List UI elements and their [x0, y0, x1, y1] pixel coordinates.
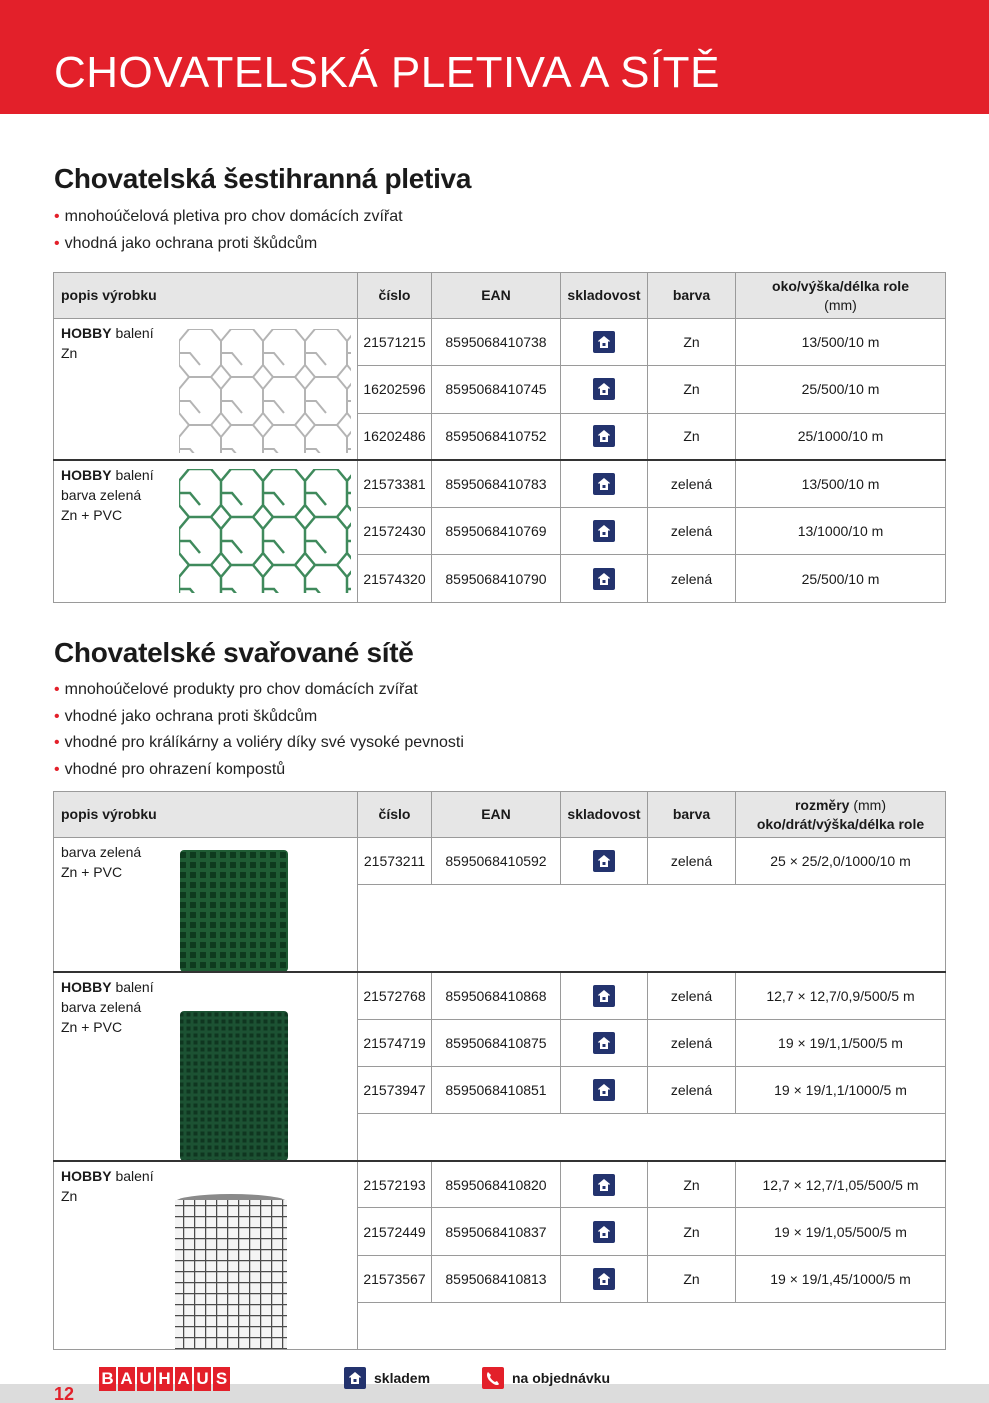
table-row: [54, 460, 946, 507]
bauhaus-logo: [99, 1367, 232, 1391]
cell-ean: 8595068410769: [432, 508, 561, 555]
col-header-number: číslo: [358, 273, 432, 319]
cell-number: 21573211: [358, 838, 432, 885]
cell-ean: 8595068410745: [432, 366, 561, 413]
house-icon: [593, 425, 615, 447]
col-header-dims: [736, 273, 946, 319]
legend-order-label: na objednávku: [512, 1370, 611, 1386]
welded-mesh-zinc-roll-image: [172, 1194, 290, 1350]
desc-bold: HOBBY: [61, 978, 112, 995]
desc-line: Zn + PVC: [61, 1018, 123, 1035]
cell-color: Zn: [648, 1161, 736, 1208]
desc-line: balení: [111, 1167, 154, 1184]
table-row: [54, 838, 946, 885]
cell-dims: 19 × 19/1,45/1000/5 m: [736, 1255, 946, 1302]
cell-stock: [561, 366, 648, 413]
cell-number: 21573567: [358, 1255, 432, 1302]
product-table-welded: [53, 791, 946, 1350]
cell-number: 21573381: [358, 460, 432, 507]
house-icon: [593, 985, 615, 1007]
desc-line: barva zelená: [61, 998, 142, 1015]
cell-dims: 25/500/10 m: [736, 366, 946, 413]
cell-color: zelená: [648, 838, 736, 885]
dims-label: oko/výška/délka role: [772, 277, 909, 294]
cell-dims: 25 × 25/2,0/1000/10 m: [736, 838, 946, 885]
bullet-item: • mnohoúčelová pletiva pro chov domácích zvířat: [54, 204, 403, 231]
house-icon: [344, 1367, 366, 1389]
logo-letter: U: [137, 1367, 154, 1391]
desc-line: barva zelená: [61, 844, 142, 860]
house-icon: [593, 1268, 615, 1290]
cell-stock: [561, 1255, 648, 1302]
desc-line: barva zelená: [61, 487, 142, 504]
cell-ean: 8595068410813: [432, 1255, 561, 1302]
cell-number: 16202596: [358, 366, 432, 413]
col-header-stock: skladovost: [561, 792, 648, 838]
cell-ean: 8595068410738: [432, 319, 561, 366]
cell-color: Zn: [648, 1255, 736, 1302]
cell-ean: 8595068410790: [432, 555, 561, 602]
col-header-color: barva: [648, 792, 736, 838]
cell-color: zelená: [648, 1066, 736, 1113]
cell-color: Zn: [648, 1208, 736, 1255]
cell-color: zelená: [648, 555, 736, 602]
page-banner: [0, 0, 989, 114]
cell-color: zelená: [648, 508, 736, 555]
col-header-ean: EAN: [432, 792, 561, 838]
desc-line: Zn: [61, 1187, 78, 1204]
cell-number: 21571215: [358, 319, 432, 366]
cell-dims: 13/500/10 m: [736, 319, 946, 366]
cell-ean: 8595068410820: [432, 1161, 561, 1208]
cell-stock: [561, 1208, 648, 1255]
empty-cell: [358, 1303, 946, 1350]
logo-letter: B: [99, 1367, 116, 1391]
cell-number: 21572193: [358, 1161, 432, 1208]
col-header-desc: popis výrobku: [54, 273, 358, 319]
col-header-stock: skladovost: [561, 273, 648, 319]
page-title: CHOVATELSKÁ PLETIVA A SÍTĚ: [54, 48, 720, 97]
cell-stock: [561, 1161, 648, 1208]
cell-stock: [561, 413, 648, 460]
desc-bold: HOBBY: [61, 1167, 112, 1184]
dims-sublabel: oko/drát/výška/délka role: [756, 815, 925, 832]
desc-line: balení: [111, 978, 154, 995]
section-title-hexagonal: Chovatelská šestihranná pletiva: [54, 163, 472, 194]
logo-letter: H: [156, 1367, 173, 1391]
col-header-color: barva: [648, 273, 736, 319]
cell-ean: 8595068410868: [432, 972, 561, 1019]
section-title-welded: Chovatelské svařované sítě: [54, 637, 414, 668]
desc-bold: HOBBY: [61, 467, 112, 484]
cell-stock: [561, 972, 648, 1019]
cell-ean: 8595068410875: [432, 1019, 561, 1066]
col-header-desc: popis výrobku: [54, 792, 358, 838]
table-row: [54, 972, 946, 1019]
cell-number: 21572430: [358, 508, 432, 555]
house-icon: [593, 473, 615, 495]
bullet-item: • vhodné jako ochrana proti škůdcům: [54, 704, 464, 731]
cell-stock: [561, 460, 648, 507]
cell-number: 16202486: [358, 413, 432, 460]
table-row: [54, 319, 946, 366]
cell-dims: 19 × 19/1,1/500/5 m: [736, 1019, 946, 1066]
col-header-ean: EAN: [432, 273, 561, 319]
house-icon: [593, 1174, 615, 1196]
cell-number: 21574719: [358, 1019, 432, 1066]
cell-color: Zn: [648, 319, 736, 366]
cell-dims: 25/500/10 m: [736, 555, 946, 602]
product-desc: [54, 460, 358, 602]
desc-bold: HOBBY: [61, 325, 112, 341]
product-table-hexagonal: [53, 272, 946, 603]
cell-ean: 8595068410851: [432, 1066, 561, 1113]
cell-number: 21574320: [358, 555, 432, 602]
desc-line: Zn + PVC: [61, 864, 123, 880]
cell-stock: [561, 555, 648, 602]
empty-cell: [358, 885, 946, 972]
product-desc: [54, 319, 358, 461]
bullet-item: • vhodné pro ohrazení kompostů: [54, 757, 464, 784]
cell-number: 21573947: [358, 1066, 432, 1113]
cell-ean: 8595068410752: [432, 413, 561, 460]
legend-order: [482, 1367, 610, 1389]
bullet-item: • mnohoúčelové produkty pro chov domácích zvířat: [54, 677, 464, 704]
table-row: [54, 1161, 946, 1208]
house-icon: [593, 331, 615, 353]
cell-number: 21572449: [358, 1208, 432, 1255]
house-icon: [593, 378, 615, 400]
bullet-list-welded: [54, 677, 464, 783]
cell-stock: [561, 508, 648, 555]
product-desc: [54, 972, 358, 1161]
cell-stock: [561, 319, 648, 366]
cell-dims: 12,7 × 12,7/0,9/500/5 m: [736, 972, 946, 1019]
phone-icon: [482, 1367, 504, 1389]
cell-color: zelená: [648, 972, 736, 1019]
bullet-item: • vhodné pro králíkárny a voliéry díky své vysoké pevnosti: [54, 730, 464, 757]
bullet-list-hexagonal: [54, 204, 403, 257]
product-desc: [54, 1161, 358, 1350]
logo-letter: S: [213, 1367, 230, 1391]
empty-cell: [358, 1114, 946, 1161]
house-icon: [593, 850, 615, 872]
bullet-item: • vhodná jako ochrana proti škůdcům: [54, 231, 403, 258]
product-desc: [54, 838, 358, 972]
cell-ean: 8595068410592: [432, 838, 561, 885]
logo-letter: U: [194, 1367, 211, 1391]
dims-unit: (mm): [824, 296, 857, 313]
cell-dims: 13/1000/10 m: [736, 508, 946, 555]
col-header-number: číslo: [358, 792, 432, 838]
cell-dims: 13/500/10 m: [736, 460, 946, 507]
cell-ean: 8595068410783: [432, 460, 561, 507]
cell-dims: 19 × 19/1,05/500/5 m: [736, 1208, 946, 1255]
house-icon: [593, 1079, 615, 1101]
dims-label: rozměry: [794, 796, 850, 813]
cell-stock: [561, 838, 648, 885]
cell-ean: 8595068410837: [432, 1208, 561, 1255]
cell-color: Zn: [648, 413, 736, 460]
col-header-dims: [736, 792, 946, 838]
desc-line: Zn: [61, 345, 78, 361]
desc-line: Zn + PVC: [61, 507, 123, 524]
dims-unit: (mm): [849, 796, 886, 813]
house-icon: [593, 1221, 615, 1243]
house-icon: [593, 520, 615, 542]
cell-number: 21572768: [358, 972, 432, 1019]
legend-stock-label: skladem: [374, 1370, 431, 1386]
cell-stock: [561, 1066, 648, 1113]
cell-dims: 19 × 19/1,1/1000/5 m: [736, 1066, 946, 1113]
house-icon: [593, 1032, 615, 1054]
cell-stock: [561, 1019, 648, 1066]
cell-color: zelená: [648, 460, 736, 507]
cell-color: Zn: [648, 366, 736, 413]
cell-dims: 12,7 × 12,7/1,05/500/5 m: [736, 1161, 946, 1208]
legend-stock: [344, 1367, 430, 1389]
logo-letter: A: [175, 1367, 192, 1391]
desc-line: balení: [111, 325, 154, 341]
cell-color: zelená: [648, 1019, 736, 1066]
logo-letter: A: [118, 1367, 135, 1391]
desc-line: balení: [111, 467, 154, 484]
page-number: 12: [54, 1384, 75, 1403]
cell-dims: 25/1000/10 m: [736, 413, 946, 460]
house-icon: [593, 568, 615, 590]
